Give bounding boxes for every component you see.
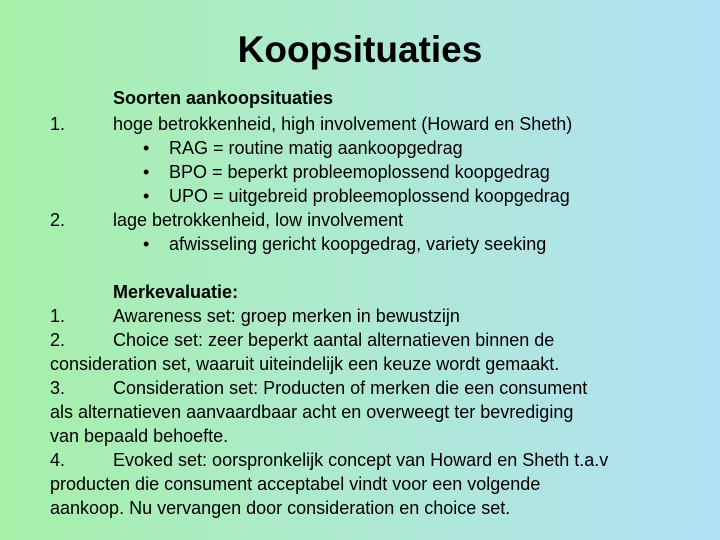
section1-heading: Soorten aankoopsituaties [113,88,334,108]
section1-item-1-bullet-3: UPO = uitgebreid probleemoplossend koopgedrag [169,186,570,206]
section2-item-2-continuation: consideration set, waaruit uiteindelijk een keuze wordt gemaakt. [50,354,560,374]
bullet-icon: • [143,138,150,158]
section2-item-4-continuation: producten die consument acceptabel vindt voor een volgende [50,474,541,494]
section1-item-1-label: hoge betrokkenheid, high involvement (Howard en Sheth) [113,114,573,134]
section2-item-1-number: 1. [50,306,66,326]
section1-item-2-bullet-1: afwisseling gericht koopgedrag, variety seeking [169,234,547,254]
section2-heading: Merkevaluatie: [113,282,239,302]
section2-item-1-text: Awareness set: groep merken in bewustzijn [113,306,460,326]
section1-item-1-number: 1. [50,114,66,134]
section2-item-2-text: Choice set: zeer beperkt aantal alternatieven binnen de [113,330,555,350]
section2-item-3-text: Consideration set: Producten of merken die een consument [113,378,588,398]
section1-item-1-bullet-1: RAG = routine matig aankoopgedrag [169,138,463,158]
section2-item-4-text: Evoked set: oorspronkelijk concept van Howard en Sheth t.a.v [113,450,609,470]
bullet-icon: • [143,162,150,182]
section1-item-1-bullet-2: BPO = beperkt probleemoplossend koopgedrag [169,162,550,182]
section1-item-2-number: 2. [50,210,66,230]
bullet-icon: • [143,186,150,206]
slide-title: Koopsituaties [237,29,483,70]
section2-item-3-continuation: als alternatieven aanvaardbaar acht en overweegt ter bevrediging [50,402,574,422]
section2-item-2-number: 2. [50,330,66,350]
section2-item-4-number: 4. [50,450,66,470]
section2-item-3-number: 3. [50,378,66,398]
section2-item-4-continuation: aankoop. Nu vervangen door consideration en choice set. [50,498,511,518]
section2-item-3-continuation: van bepaald behoefte. [50,426,229,446]
bullet-icon: • [143,234,150,254]
section1-item-2-label: lage betrokkenheid, low involvement [113,210,404,230]
